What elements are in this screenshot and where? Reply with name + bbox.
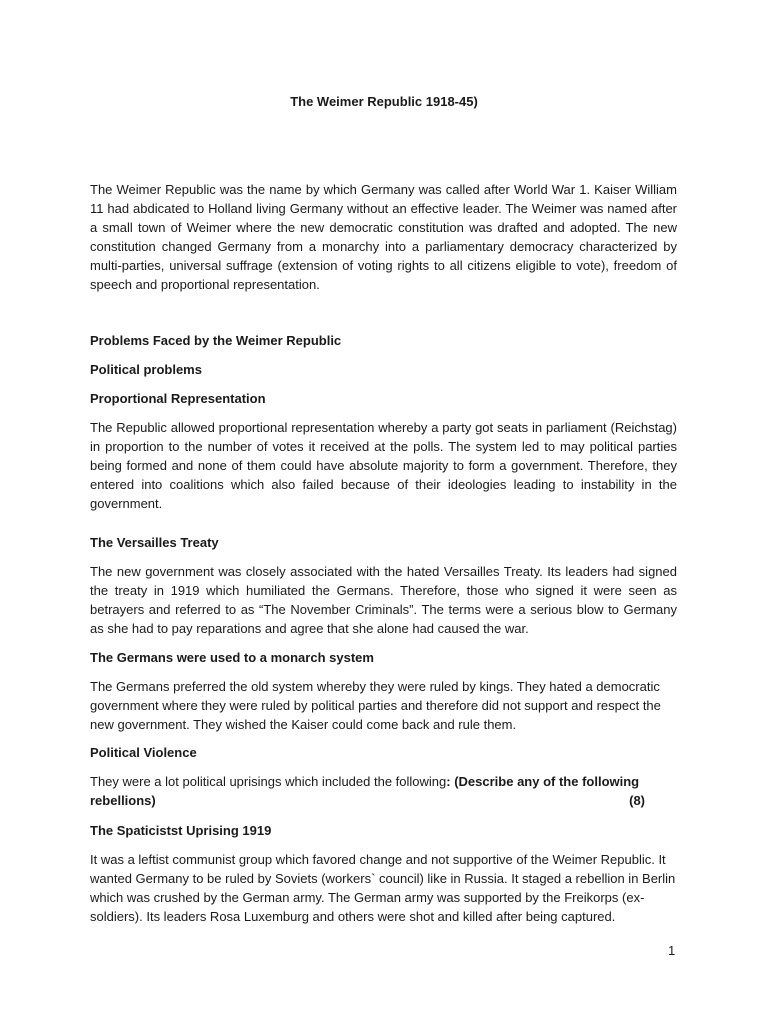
spartacist-line: wanted Germany to be ruled by Soviets (workers` council) like in Russia. It staged a rebellion in Berlin bbox=[90, 871, 676, 886]
violence-instruction: (Describe any of the following bbox=[454, 774, 640, 789]
document-title: The Weimer Republic 1918-45) bbox=[290, 94, 478, 109]
heading-monarch-system: The Germans were used to a monarch system bbox=[90, 650, 374, 665]
marks-label: (8) bbox=[629, 793, 645, 808]
intro-paragraph: The Weimer Republic was the name by which Germany was called after World War 1. Kaiser William 11 had abdicated to Holland living Germany without an effective leader. The Weimer was named after a small town of Weimer where the new democratic constitution was drafted and adopted. The new constitution changed Germany from a monarchy into a parliamentary democracy characterized by multi-parties, universal suffrage (extension of voting rights to all citizens eligible to vote), freedom of speech and proportional representation. bbox=[90, 182, 677, 292]
monarch-paragraph bbox=[90, 677, 677, 734]
violence-intro-line bbox=[90, 772, 677, 791]
heading-proportional-representation: Proportional Representation bbox=[90, 391, 266, 406]
heading-political-violence: Political Violence bbox=[90, 745, 197, 760]
page-number: 1 bbox=[668, 943, 676, 958]
monarch-line: government where they were ruled by political parties and therefore did not support and respect the bbox=[90, 698, 661, 713]
violence-colon: : bbox=[446, 774, 455, 789]
violence-marks-line bbox=[90, 791, 645, 810]
monarch-line: new government. They wished the Kaiser could come back and rule them. bbox=[90, 717, 517, 732]
pr-paragraph: The Republic allowed proportional representation whereby a party got seats in parliament (Reichstag) in proportion to the number of votes it received at the polls. The system led to may political parties being formed and none of them could have absolute majority to form a government. Therefore, they entered into coalitions which also failed because of their ideologies leading to instability in the government. bbox=[90, 420, 677, 511]
spartacist-paragraph bbox=[90, 850, 677, 926]
heading-versailles-treaty: The Versailles Treaty bbox=[90, 535, 219, 550]
heading-problems: Problems Faced by the Weimer Republic bbox=[90, 333, 342, 348]
spartacist-line: It was a leftist communist group which favored change and not supportive of the Weimer Republic. It bbox=[90, 852, 666, 867]
heading-spartacist-uprising: The Spaticistst Uprising 1919 bbox=[90, 823, 272, 838]
heading-political-problems: Political problems bbox=[90, 362, 202, 377]
spartacist-line: soldiers). Its leaders Rosa Luxemburg and others were shot and killed after being captured. bbox=[90, 909, 616, 924]
violence-instruction-cont: rebellions) bbox=[90, 793, 156, 808]
monarch-line: The Germans preferred the old system whereby they were ruled by kings. They hated a democratic bbox=[90, 679, 660, 694]
versailles-paragraph: The new government was closely associated with the hated Versailles Treaty. Its leaders had signed the treaty in 1919 which humiliated the Germans. Therefore, those who signed it were seen as betrayers and referred to as “The November Criminals”. The terms were a serious blow to Germany as she had to pay reparations and agree that she alone had caused the war. bbox=[90, 564, 677, 636]
spartacist-line: which was crushed by the German army. The German army was supported by the Freikorps (ex- bbox=[90, 890, 645, 905]
violence-intro-text: They were a lot political uprisings which included the following bbox=[90, 774, 447, 789]
